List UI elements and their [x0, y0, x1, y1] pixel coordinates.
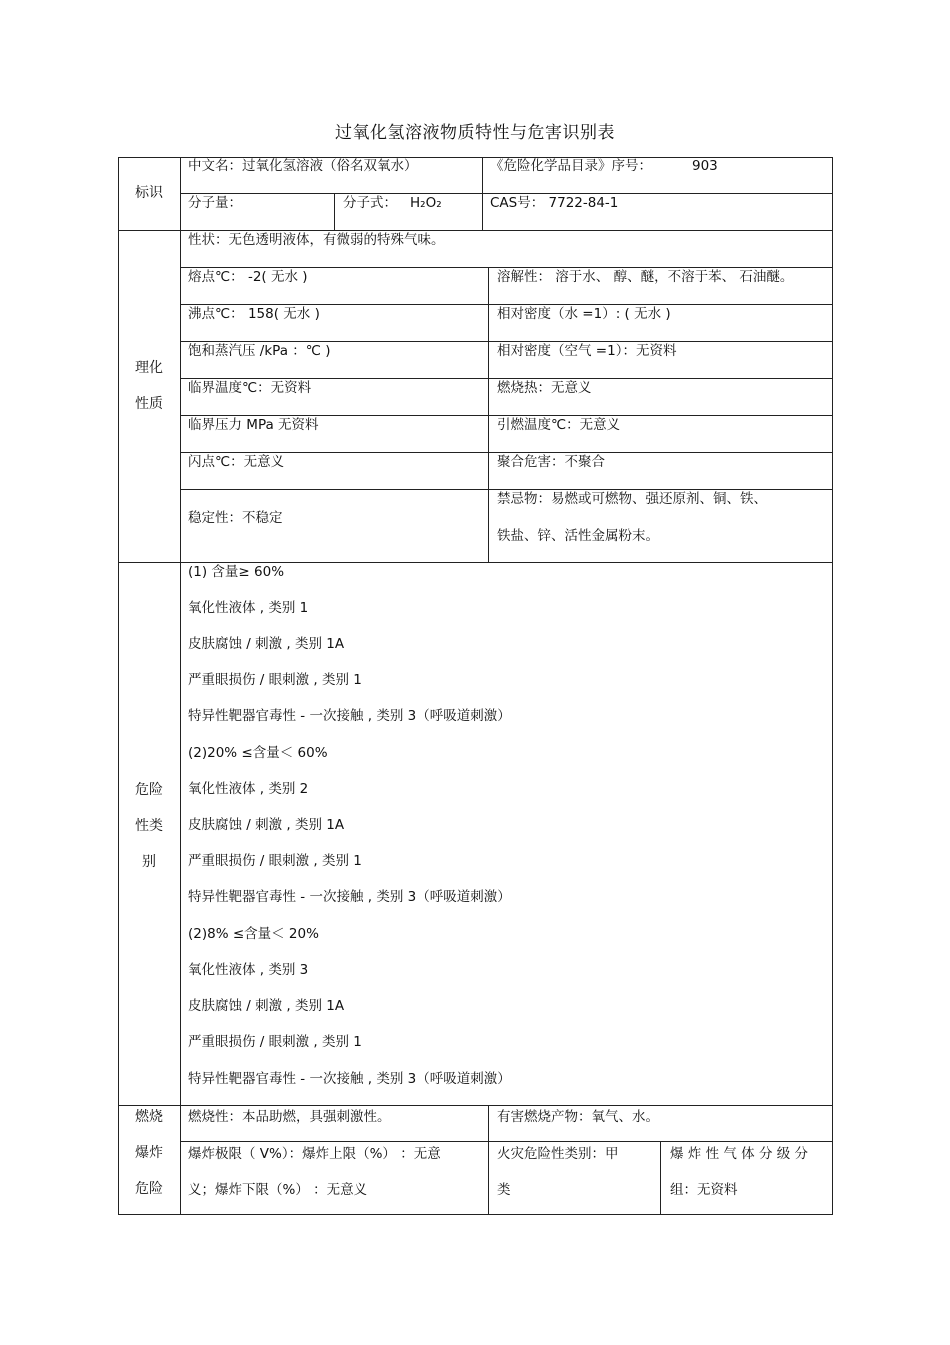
column-divider	[660, 1141, 661, 1214]
hazard-line: (2)8% ≤含量＜ 20%	[188, 926, 319, 942]
boiling-point: 沸点℃： 158( 无水 )	[188, 306, 320, 322]
hazard-line: 皮肤腐蚀 / 刺激 , 类别 1A	[188, 636, 345, 652]
catalog-number-value: 903	[692, 158, 718, 174]
ignition-temperature: 引燃温度℃：无意义	[497, 417, 621, 433]
formula-label: 分子式：	[343, 195, 397, 211]
catalog-number-label: 《危险化学品目录》序号：	[490, 158, 652, 174]
gas-group-line2: 组：无资料	[670, 1182, 738, 1198]
page-title: 过氧化氢溶液物质特性与危害识别表	[335, 123, 615, 143]
cas-number: CAS号： 7722-84-1	[490, 195, 619, 211]
hazard-line: 氧化性液体 , 类别 2	[188, 781, 309, 797]
hazard-line: 严重眼损伤 / 眼刺激 , 类别 1	[188, 1034, 362, 1050]
melting-point: 熔点℃： -2( 无水 )	[188, 269, 308, 285]
section-column-divider	[180, 157, 181, 1215]
formula-value: H₂O₂	[410, 195, 442, 211]
fire-hazard-class-line2: 类	[497, 1182, 511, 1198]
hazard-line: 特异性靶器官毒性 - 一次接触 , 类别 3（呼吸道刺激）	[188, 1071, 511, 1087]
section-divider	[118, 1105, 833, 1106]
fire-hazard-class-line1: 火灾危险性类别：甲	[497, 1146, 619, 1162]
flash-point: 闪点℃：无意义	[188, 454, 285, 470]
hazard-line: 严重眼损伤 / 眼刺激 , 类别 1	[188, 853, 362, 869]
hazard-line: 特异性靶器官毒性 - 一次接触 , 类别 3（呼吸道刺激）	[188, 708, 511, 724]
stability: 稳定性：不稳定	[188, 510, 283, 526]
gas-group-line1: 爆 炸 性 气 体 分 级 分	[670, 1146, 809, 1162]
incompatible-materials-line1: 禁忌物：易燃或可燃物、强还原剂、铜、铁、	[497, 491, 767, 507]
table-border-bottom	[118, 1214, 833, 1215]
column-divider	[334, 193, 335, 230]
column-divider	[482, 157, 483, 230]
row-divider	[180, 1141, 833, 1142]
solubility: 溶解性： 溶于水、 醇、醚，不溶于苯、 石油醚。	[497, 269, 794, 285]
table-border-left	[118, 157, 119, 1215]
explosion-limits-line2: 义；爆炸下限（%） ：无意义	[188, 1182, 368, 1198]
explosion-limits-line1: 爆炸极限（ V%）：爆炸上限（%） ：无意	[188, 1146, 441, 1162]
section-hazard-class: 危险 性类 别	[135, 782, 163, 870]
hazard-line: 皮肤腐蚀 / 刺激 , 类别 1A	[188, 998, 345, 1014]
appearance: 性状：无色透明液体，有微弱的特殊气味。	[188, 232, 445, 248]
hazard-line: 特异性靶器官毒性 - 一次接触 , 类别 3（呼吸道刺激）	[188, 889, 511, 905]
column-divider	[488, 1105, 489, 1214]
table-border-right	[832, 157, 833, 1215]
combustion-products: 有害燃烧产物：氧气、水。	[497, 1109, 659, 1125]
hazard-line: (2)20% ≤含量＜ 60%	[188, 745, 328, 761]
vapor-pressure: 饱和蒸汽压 /kPa ：℃ )	[188, 343, 331, 359]
hazard-line: 皮肤腐蚀 / 刺激 , 类别 1A	[188, 817, 345, 833]
heat-of-combustion: 燃烧热：无意义	[497, 380, 592, 396]
critical-temperature: 临界温度℃：无资料	[188, 380, 312, 396]
section-identification: 标识	[135, 185, 163, 201]
hazard-line: (1) 含量≥ 60%	[188, 564, 285, 580]
hazard-table	[118, 157, 833, 1215]
polymerization-hazard: 聚合危害：不聚合	[497, 454, 605, 470]
relative-density-air: 相对密度（空气 =1）：无资料	[497, 343, 677, 359]
molecular-weight: 分子量：	[188, 195, 242, 211]
section-fire-explosion: 燃烧 爆炸 危险	[135, 1109, 163, 1197]
hazard-line: 严重眼损伤 / 眼刺激 , 类别 1	[188, 672, 362, 688]
column-divider	[488, 267, 489, 562]
flammability: 燃烧性：本品助燃，具强刺激性。	[188, 1109, 391, 1125]
critical-pressure: 临界压力 MPa 无资料	[188, 417, 319, 433]
section-physchem: 理化 性质	[135, 360, 163, 412]
incompatible-materials-line2: 铁盐、锌、活性金属粉末。	[497, 528, 659, 544]
relative-density-water: 相对密度（水 =1）: ( 无水 )	[497, 306, 671, 322]
chinese-name: 中文名：过氧化氢溶液（俗名双氧水）	[188, 158, 418, 174]
hazard-line: 氧化性液体 , 类别 3	[188, 962, 309, 978]
hazard-line: 氧化性液体 , 类别 1	[188, 600, 309, 616]
